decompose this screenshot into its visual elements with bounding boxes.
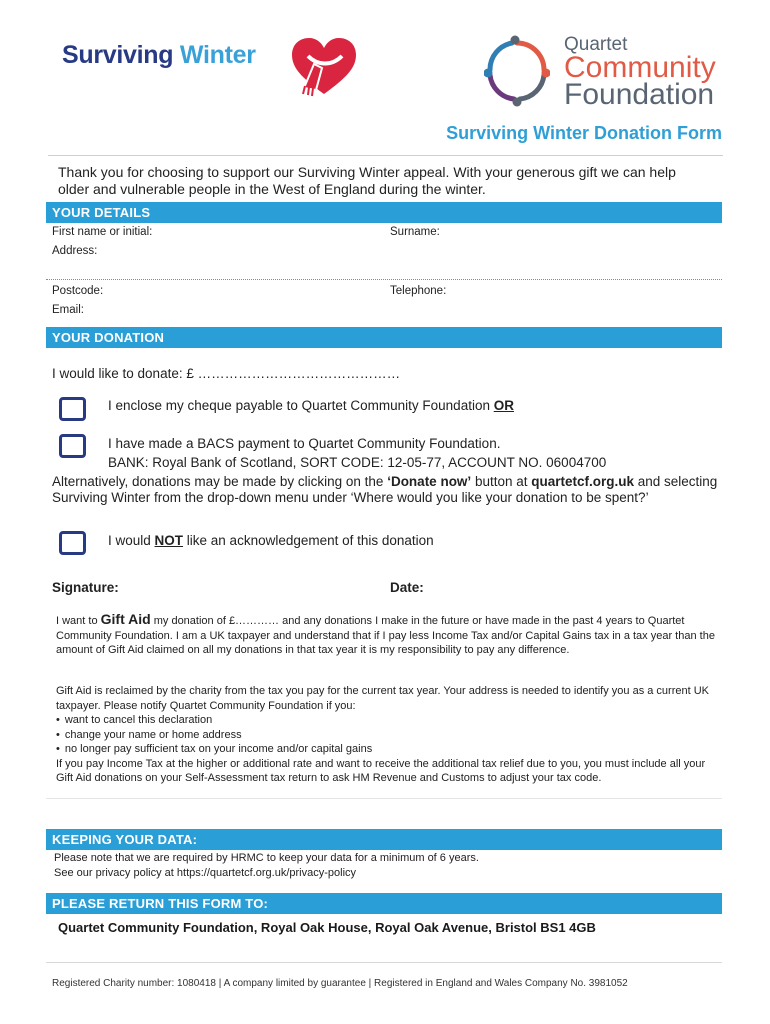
gift-aid-emphasis: Gift Aid <box>100 611 151 627</box>
title-divider <box>48 155 723 156</box>
gift-aid-declaration: I want to Gift Aid my donation of £………… and any donations I make in the future or have made in the past 4 years to Quartet Community Foundation. I am a UK taxpayer and understand that if I pay less Income Tax and/or Capital Gains tax in a tax year than the amount of Gift Aid claimed on all my donations in that tax year it is my responsibility to pay any difference. <box>56 611 715 656</box>
list-item: • no longer pay sufficient tax on your income and/or capital gains <box>56 742 716 757</box>
privacy-policy-line[interactable]: See our privacy policy at https://quartetcf.org.uk/privacy-policy <box>54 867 357 879</box>
not-emphasis: NOT <box>154 533 184 548</box>
address-dotted-line <box>46 279 722 280</box>
quartet-people-ring-icon <box>484 35 550 107</box>
list-item: • want to cancel this declaration <box>56 713 716 728</box>
donate-amount-line[interactable]: I would like to donate: £ ……………………………………… <box>52 366 401 381</box>
your-details-heading: YOUR DETAILS <box>46 202 722 223</box>
heart-scarf-icon <box>288 36 360 98</box>
list-item: • change your name or home address <box>56 728 716 743</box>
footer-registration: Registered Charity number: 1080418 | A company limited by guarantee | Registered in England and Wales Company No. 3981052 <box>52 978 628 989</box>
bacs-bank-details: BANK: Royal Bank of Scotland, SORT CODE: 12-05-77, ACCOUNT NO. 06004700 <box>108 455 607 470</box>
cheque-checkbox[interactable] <box>59 397 86 421</box>
email-label: Email: <box>52 304 84 316</box>
notify-list <box>56 713 716 757</box>
date-label: Date: <box>390 580 424 595</box>
intro-text: Thank you for choosing to support our Surviving Winter appeal. With your generous gift we can help older and vulnerable people in the West of England during the winter. <box>58 164 676 197</box>
address-label: Address: <box>52 245 98 257</box>
no-acknowledgement-checkbox[interactable] <box>59 531 86 555</box>
first-name-label: First name or initial: <box>52 226 153 238</box>
your-donation-heading: YOUR DONATION <box>46 327 722 348</box>
quartet-community-foundation-logo <box>484 34 729 111</box>
keeping-data-heading: KEEPING YOUR DATA: <box>46 829 722 850</box>
cheque-option-label: I enclose my cheque payable to Quartet Community Foundation OR <box>108 398 514 413</box>
quartet-wordmark: Quartet Community Foundation <box>564 34 716 111</box>
surviving-winter-wordmark: Surviving Winter <box>62 41 256 69</box>
return-address: Quartet Community Foundation, Royal Oak House, Royal Oak Avenue, Bristol BS1 4GB <box>58 920 596 935</box>
gift-aid-reclaimed-text: Gift Aid is reclaimed by the charity from the tax you pay for the current tax year. Your address is needed to identify you as a current UK taxpayer. Please notify Quartet Community Foundation if you: <box>56 685 710 712</box>
gift-aid-info <box>56 684 716 786</box>
alternative-donation-text: Alternatively, donations may be made by clicking on the ‘Donate now’ button at quartetcf.org.uk and selecting Surviving Winter from the drop-down menu under ‘Where would you like your donation to be spent?’ <box>52 474 718 505</box>
website-link[interactable]: quartetcf.org.uk <box>531 474 634 489</box>
telephone-label: Telephone: <box>390 285 447 297</box>
bacs-checkbox[interactable] <box>59 434 86 458</box>
higher-rate-text: If you pay Income Tax at the higher or additional rate and want to receive the additional tax relief due to you, you must include all your Gift Aid donations on your Self-Assessment tax return to ask HM Revenue and Customs to adjust your tax code. <box>56 757 706 784</box>
donate-now-text: ‘Donate now’ <box>387 474 472 489</box>
section-divider <box>46 798 722 799</box>
surname-label: Surname: <box>390 226 440 238</box>
return-form-heading: PLEASE RETURN THIS FORM TO: <box>46 893 722 914</box>
keeping-data-line1: Please note that we are required by HRMC to keep your data for a minimum of 6 years. <box>54 852 479 864</box>
cheque-or-text: OR <box>493 398 514 413</box>
no-acknowledgement-label: I would NOT like an acknowledgement of this donation <box>108 533 434 548</box>
footer-divider <box>46 962 722 963</box>
postcode-label: Postcode: <box>52 285 104 297</box>
bacs-option-line1: I have made a BACS payment to Quartet Community Foundation. <box>108 436 501 451</box>
form-title: Surviving Winter Donation Form <box>446 123 722 143</box>
signature-label: Signature: <box>52 580 119 595</box>
surviving-winter-logo <box>62 36 362 98</box>
